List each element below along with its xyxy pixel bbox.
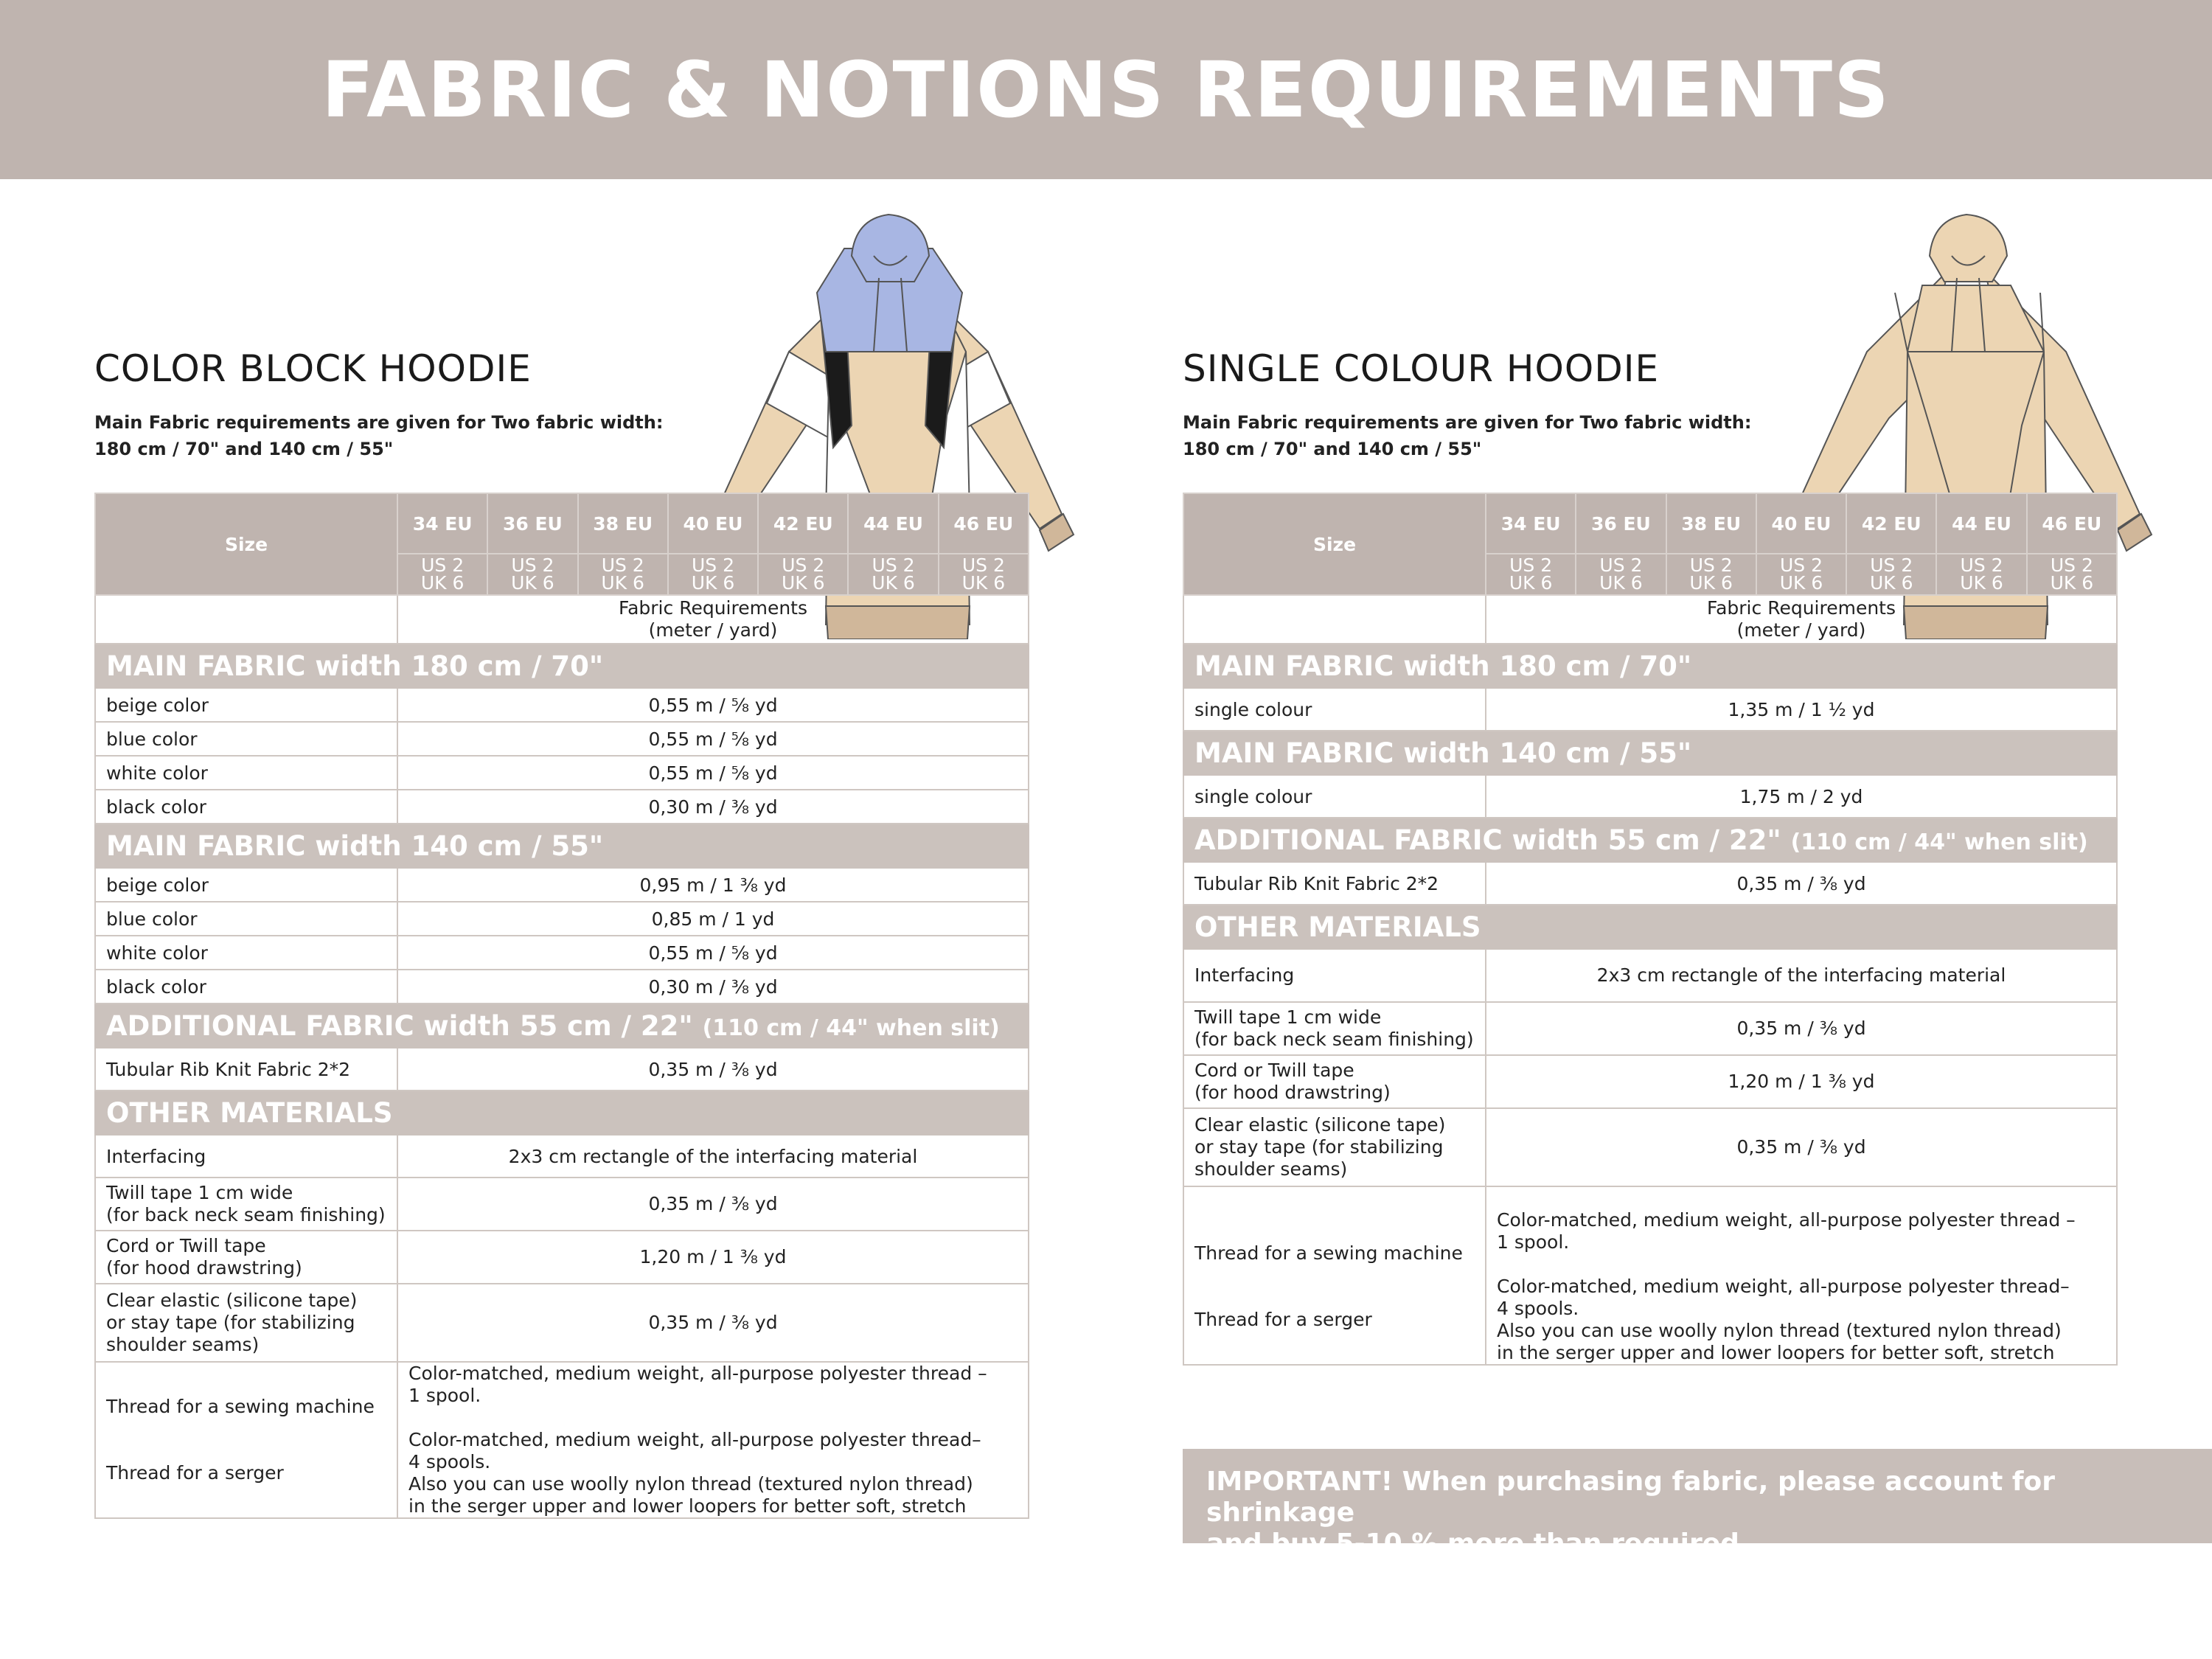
section-main-140: MAIN FABRIC width 140 cm / 55" bbox=[1183, 731, 2117, 775]
single-colour-title: SINGLE COLOUR HOODIE bbox=[1183, 347, 1660, 390]
fabric-requirements-header: Fabric Requirements (meter / yard) bbox=[1486, 595, 2117, 644]
title-banner bbox=[0, 0, 2212, 179]
section-additional: ADDITIONAL FABRIC width 55 cm / 22" (110 cm / 44" when slit) bbox=[95, 1004, 1029, 1048]
size-eu: 34 EU bbox=[397, 493, 487, 554]
size-us-uk: US 2 UK 6 bbox=[668, 554, 758, 595]
size-us-uk: US 2 UK 6 bbox=[1936, 554, 2026, 595]
row-label: black color bbox=[95, 790, 397, 824]
row-value: 2x3 cm rectangle of the interfacing material bbox=[1486, 949, 2117, 1002]
row-value: Color-matched, medium weight, all-purpose polyester thread – 1 spool. Color-matched, medium weight, all-purpose polyester thread– 4 spools. Also you can use woolly nylon thread (textured nylon thread) in the serger upper and lower loopers for better soft, stretch bbox=[1486, 1186, 2117, 1365]
row-label: Tubular Rib Knit Fabric 2*2 bbox=[1183, 862, 1486, 905]
row-value: 0,55 m / ⅝ yd bbox=[397, 936, 1029, 970]
section-main-180: MAIN FABRIC width 180 cm / 70" bbox=[95, 644, 1029, 688]
row-label: Interfacing bbox=[95, 1135, 397, 1178]
size-us-uk: US 2 UK 6 bbox=[758, 554, 848, 595]
color-block-table bbox=[94, 493, 1029, 1519]
row-label: blue color bbox=[95, 722, 397, 756]
row-label: Interfacing bbox=[1183, 949, 1486, 1002]
size-us-uk: US 2 UK 6 bbox=[578, 554, 668, 595]
color-block-intro bbox=[94, 409, 663, 462]
size-eu: 46 EU bbox=[939, 493, 1029, 554]
row-label: Thread for a sewing machine Thread for a serger bbox=[95, 1362, 397, 1518]
row-label: black color bbox=[95, 970, 397, 1004]
row-value: 1,35 m / 1 ½ yd bbox=[1486, 688, 2117, 731]
section-main-180: MAIN FABRIC width 180 cm / 70" bbox=[1183, 644, 2117, 688]
row-value: 0,55 m / ⅝ yd bbox=[397, 722, 1029, 756]
row-label: single colour bbox=[1183, 688, 1486, 731]
important-note bbox=[1183, 1449, 2212, 1559]
size-us-uk: US 2 UK 6 bbox=[2027, 554, 2117, 595]
important-line-2: and buy 5-10 % more than required. bbox=[1206, 1528, 1750, 1559]
fabric-requirements-header: Fabric Requirements (meter / yard) bbox=[397, 595, 1029, 644]
row-label: blue color bbox=[95, 902, 397, 936]
row-label: Clear elastic (silicone tape) or stay tape (for stabilizing shoulder seams) bbox=[1183, 1108, 1486, 1186]
row-value: 1,20 m / 1 ⅜ yd bbox=[397, 1231, 1029, 1284]
section-additional: ADDITIONAL FABRIC width 55 cm / 22" (110 cm / 44" when slit) bbox=[1183, 818, 2117, 862]
size-us-uk: US 2 UK 6 bbox=[1576, 554, 1666, 595]
row-value: 0,35 m / ⅜ yd bbox=[1486, 1108, 2117, 1186]
size-eu: 38 EU bbox=[578, 493, 668, 554]
size-eu: 40 EU bbox=[668, 493, 758, 554]
row-label: Cord or Twill tape (for hood drawstring) bbox=[1183, 1055, 1486, 1108]
intro-line-1: Main Fabric requirements are given for Two fabric width: bbox=[1183, 412, 1752, 433]
row-value: 0,35 m / ⅜ yd bbox=[397, 1048, 1029, 1091]
section-main-140: MAIN FABRIC width 140 cm / 55" bbox=[95, 824, 1029, 868]
size-eu: 42 EU bbox=[758, 493, 848, 554]
row-value: 0,30 m / ⅜ yd bbox=[397, 790, 1029, 824]
size-eu: 44 EU bbox=[848, 493, 938, 554]
row-label: white color bbox=[95, 756, 397, 790]
row-value: 1,20 m / 1 ⅜ yd bbox=[1486, 1055, 2117, 1108]
row-label: Twill tape 1 cm wide (for back neck seam finishing) bbox=[95, 1178, 397, 1231]
intro-line-2: 180 cm / 70" and 140 cm / 55" bbox=[1183, 439, 1482, 459]
size-eu: 36 EU bbox=[487, 493, 577, 554]
size-us-uk: US 2 UK 6 bbox=[939, 554, 1029, 595]
row-label: Twill tape 1 cm wide (for back neck seam finishing) bbox=[1183, 1002, 1486, 1055]
size-eu: 44 EU bbox=[1936, 493, 2026, 554]
row-value: 0,35 m / ⅜ yd bbox=[397, 1284, 1029, 1362]
size-eu: 38 EU bbox=[1666, 493, 1756, 554]
intro-line-2: 180 cm / 70" and 140 cm / 55" bbox=[94, 439, 394, 459]
row-label: Cord or Twill tape (for hood drawstring) bbox=[95, 1231, 397, 1284]
size-us-uk: US 2 UK 6 bbox=[848, 554, 938, 595]
row-label: Tubular Rib Knit Fabric 2*2 bbox=[95, 1048, 397, 1091]
single-colour-table bbox=[1183, 493, 2118, 1366]
row-value: 0,35 m / ⅜ yd bbox=[1486, 1002, 2117, 1055]
size-us-uk: US 2 UK 6 bbox=[397, 554, 487, 595]
size-header: Size bbox=[1183, 493, 1486, 595]
section-other-materials: OTHER MATERIALS bbox=[1183, 905, 2117, 949]
size-eu: 46 EU bbox=[2027, 493, 2117, 554]
color-block-title: COLOR BLOCK HOODIE bbox=[94, 347, 532, 390]
size-header: Size bbox=[95, 493, 397, 595]
row-label: single colour bbox=[1183, 775, 1486, 818]
size-us-uk: US 2 UK 6 bbox=[487, 554, 577, 595]
size-us-uk: US 2 UK 6 bbox=[1666, 554, 1756, 595]
row-value: 0,35 m / ⅜ yd bbox=[1486, 862, 2117, 905]
row-label: Thread for a sewing machine Thread for a serger bbox=[1183, 1186, 1486, 1365]
size-eu: 40 EU bbox=[1756, 493, 1846, 554]
size-eu: 42 EU bbox=[1846, 493, 1936, 554]
row-value: 0,55 m / ⅝ yd bbox=[397, 756, 1029, 790]
row-value: 0,95 m / 1 ⅜ yd bbox=[397, 868, 1029, 902]
row-value: 2x3 cm rectangle of the interfacing material bbox=[397, 1135, 1029, 1178]
size-us-uk: US 2 UK 6 bbox=[1486, 554, 1576, 595]
single-colour-intro bbox=[1183, 409, 1751, 462]
section-other-materials: OTHER MATERIALS bbox=[95, 1091, 1029, 1135]
row-label: Clear elastic (silicone tape) or stay tape (for stabilizing shoulder seams) bbox=[95, 1284, 397, 1362]
size-eu: 36 EU bbox=[1576, 493, 1666, 554]
row-value: Color-matched, medium weight, all-purpose polyester thread – 1 spool. Color-matched, medium weight, all-purpose polyester thread– 4 spools. Also you can use woolly nylon thread (textured nylon thread) in the serger upper and lower loopers for better soft, stretch bbox=[397, 1362, 1029, 1518]
row-value: 1,75 m / 2 yd bbox=[1486, 775, 2117, 818]
row-value: 0,55 m / ⅝ yd bbox=[397, 688, 1029, 722]
intro-line-1: Main Fabric requirements are given for Two fabric width: bbox=[94, 412, 664, 433]
page-title: FABRIC & NOTIONS REQUIREMENTS bbox=[321, 44, 1891, 135]
row-value: 0,85 m / 1 yd bbox=[397, 902, 1029, 936]
row-value: 0,30 m / ⅜ yd bbox=[397, 970, 1029, 1004]
row-label: beige color bbox=[95, 868, 397, 902]
size-eu: 34 EU bbox=[1486, 493, 1576, 554]
row-value: 0,35 m / ⅜ yd bbox=[397, 1178, 1029, 1231]
important-line-1: IMPORTANT! When purchasing fabric, please account for shrinkage bbox=[1206, 1467, 2056, 1528]
row-label: white color bbox=[95, 936, 397, 970]
size-us-uk: US 2 UK 6 bbox=[1756, 554, 1846, 595]
size-us-uk: US 2 UK 6 bbox=[1846, 554, 1936, 595]
row-label: beige color bbox=[95, 688, 397, 722]
